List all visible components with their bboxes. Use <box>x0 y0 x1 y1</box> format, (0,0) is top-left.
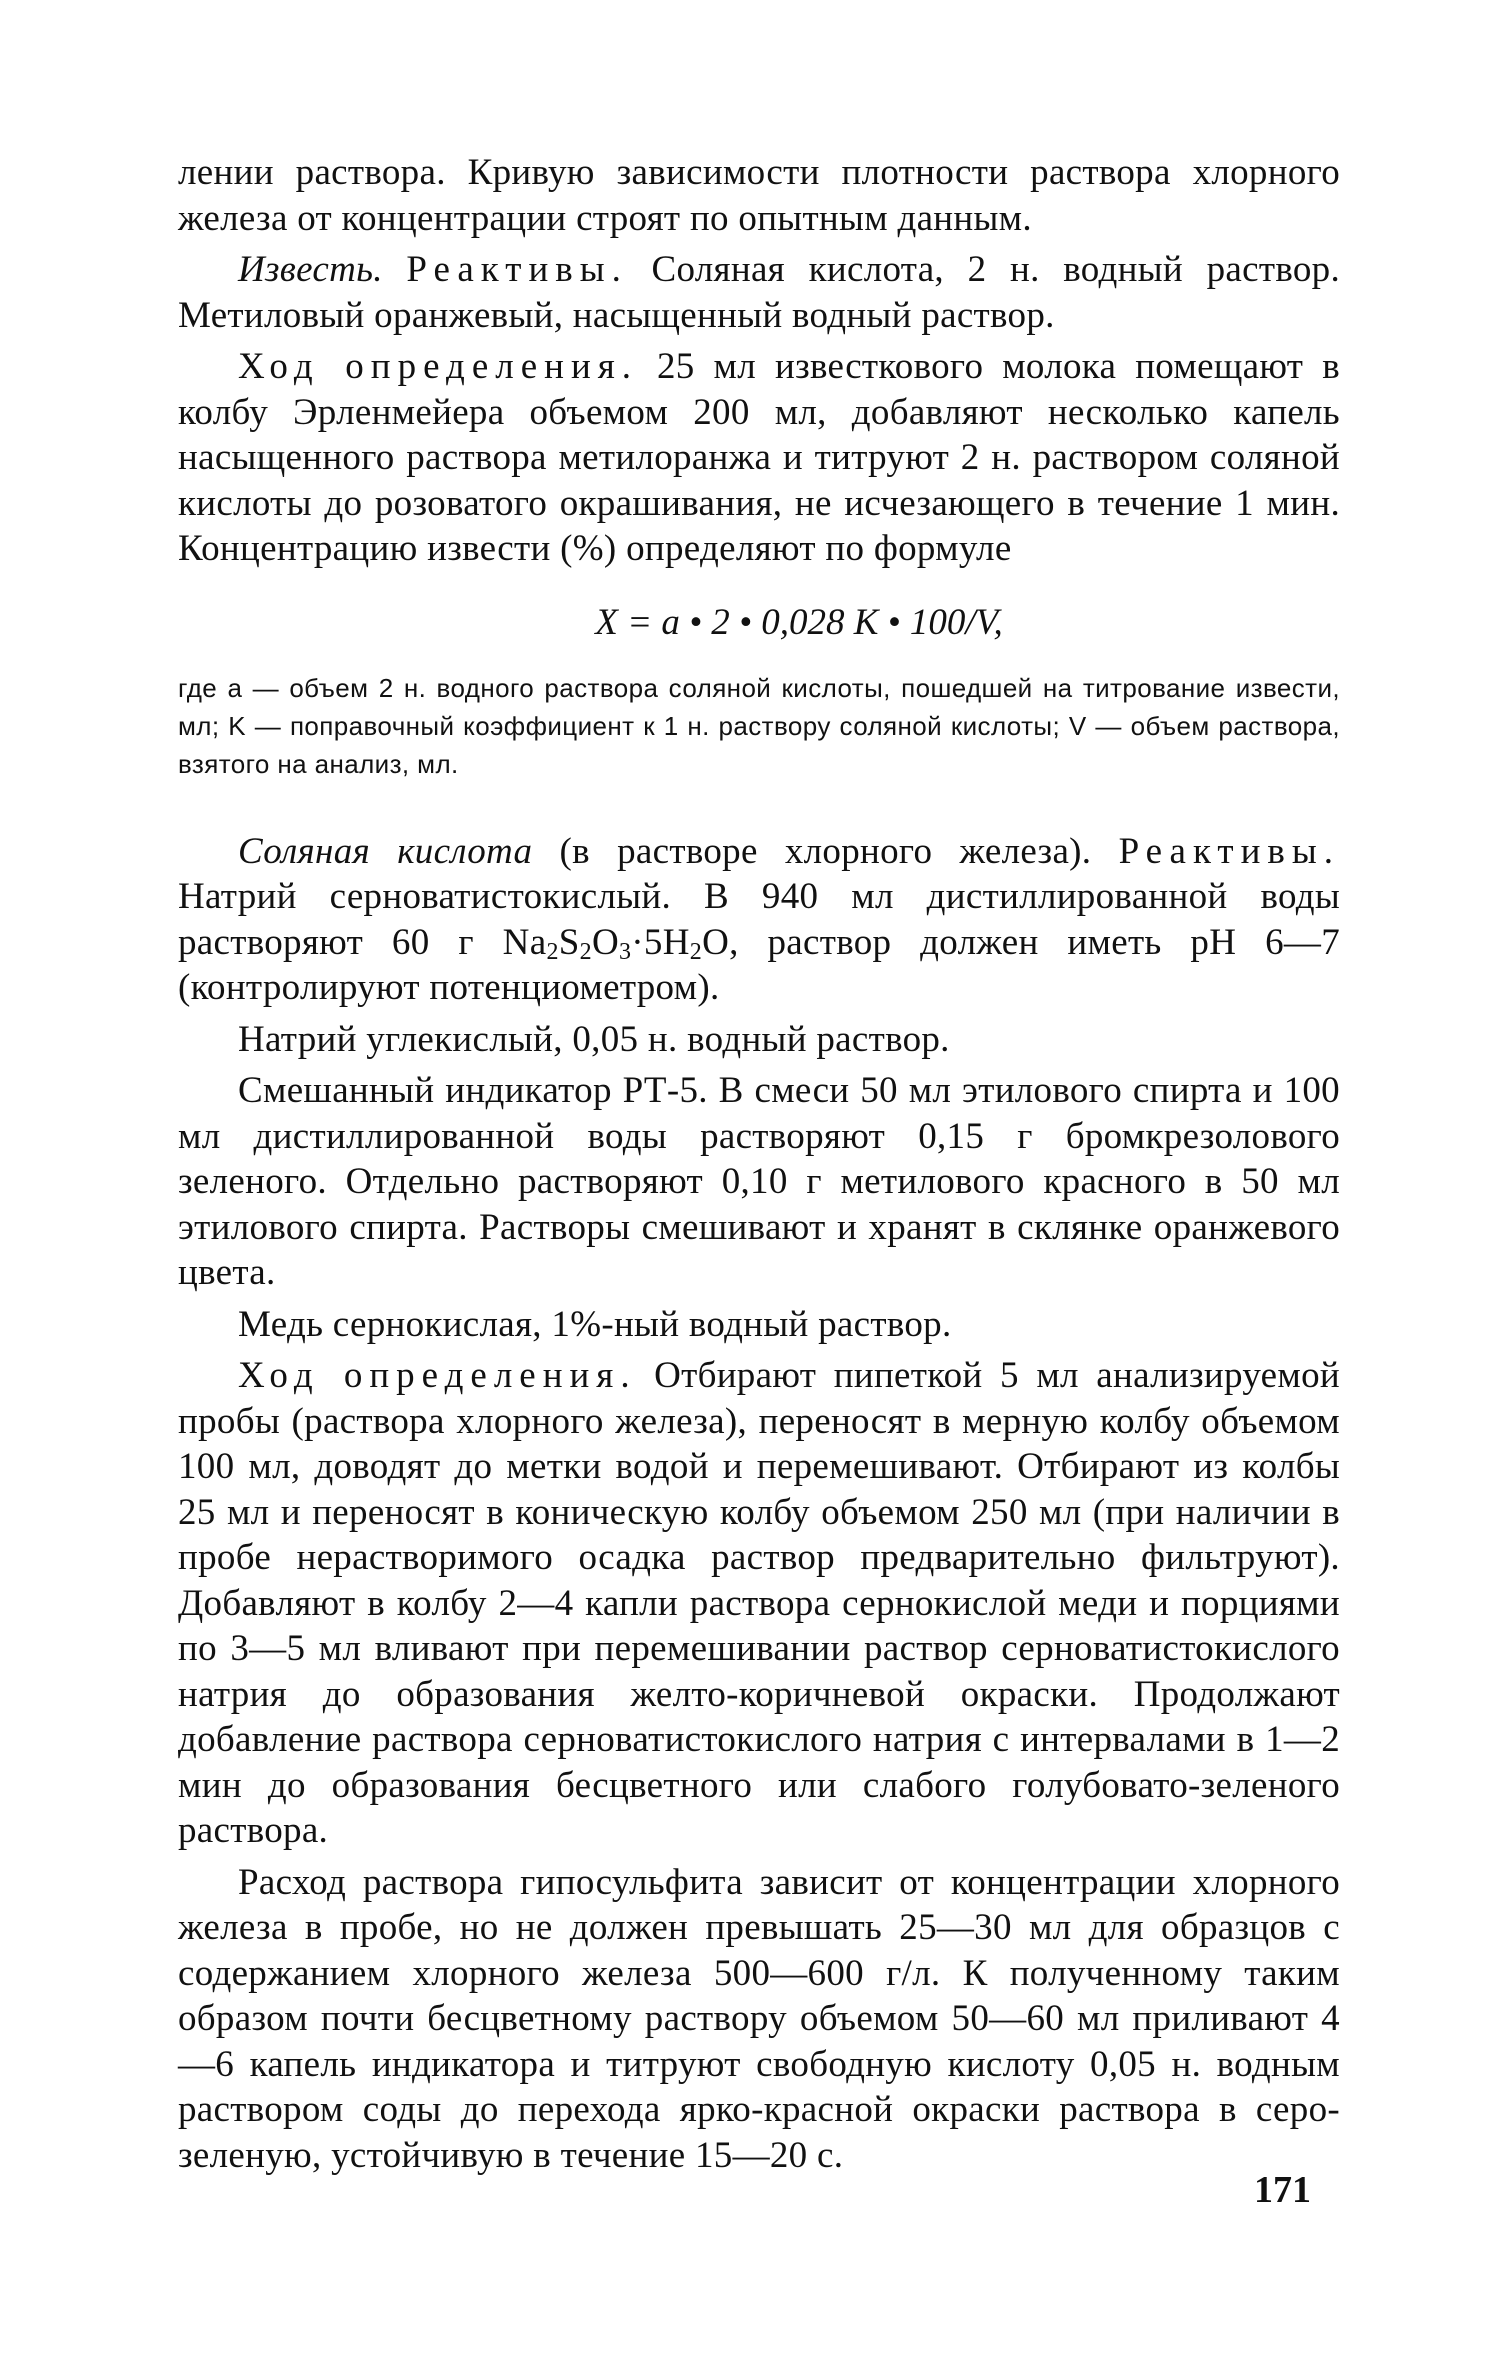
paragraph-copper-sulfate: Медь сернокислая, 1%-ный водный раствор. <box>238 1303 952 1345</box>
hcl-procedure-text: Отбирают пипеткой 5 мл анализируемой пробы (раствора хлорного железа), переносят в мерную колбу объемом 100 мл, доводят до метки водой и перемешивают. Отбирают из колбы 25 мл и переносят в коническую колбу объемом 250 мл (при наличии в пробе нерастворимого осадка раствор предварительно фильтруют). Добавляют в колбу 2—4 капли раствора сернокислой меди и порциями по 3—5 мл вливают при перемешивании раствор серноватистокислого натрия до образования желто-коричневой окраски. Продолжают добавление раствора серноватистокислого натрия с интервалами в 1—2 мин до образования бесцветного или слабого голубовато-зеленого раствора. <box>178 1355 1340 1851</box>
paragraph-lime-reagents <box>178 247 1340 338</box>
hcl-subtitle: (в растворе хлорного железа). <box>559 830 1092 872</box>
paragraph-indicator: Смешанный индикатор РТ-5. В смеси 50 мл этилового спирта и 100 мл дистиллированной воды растворяют 0,15 г бромкрезолового зеленого. Отдельно растворяют 0,10 г метилового красного в 50 мл этилового спирта. Растворы смешивают и хранят в склянке оранжевого цвета. <box>178 1070 1340 1293</box>
reagents-label: Реактивы. <box>406 249 628 290</box>
paragraph-hcl-reagents: Соляная кислота (в растворе хлорного железа). Реактивы. Натрий серноватистокислый. В 940 мл дистиллированной воды растворяют 60 г $Na_2S_2O_3\cdot 5H_2O$, раствор должен иметь pH 6—7 (контролируют потенциометром). <box>178 830 1340 1008</box>
page-number: 171 <box>1254 2169 1311 2211</box>
formula-legend: где a — объем 2 н. водного раствора соляной кислоты, пошедшей на титрование извести, мл; K — поправочный коэффициент к 1 н. раствору соляной кислоты; V — объем раствора, взятого на анализ, мл. <box>178 672 1340 779</box>
page-body <box>178 150 1340 2178</box>
paragraph-lime-procedure <box>178 344 1340 572</box>
formula <box>178 600 1340 645</box>
hcl-reagents-text: Натрий серноватистокислый. В 940 мл дистиллированной воды растворяют 60 г Na <box>178 876 1340 963</box>
lime-heading: Известь. <box>238 249 383 290</box>
paragraph-hyposulfite: Расход раствора гипосульфита зависит от концентрации хлорного железа в пробе, но не должен превышать 25—30 мл для образцов с содержанием хлорного железа 500—600 г/л. К полученному таким образом почти бесцветному раствору объемом 50—60 мл приливают 4—6 капель индикатора и титруют свободную кислоту 0,05 н. водным раствором соды до перехода ярко-красной окраски раствора в серо-зеленую, устойчивую в течение 15—20 с. <box>178 1861 1340 2176</box>
paragraph-continuation: лении раствора. Кривую зависимости плотности раствора хлорного железа от концентрации строят по опытным данным. <box>178 152 1340 239</box>
paragraph-hcl-procedure <box>178 1353 1340 1854</box>
procedure-label-2: Ход определения. <box>238 1355 637 1396</box>
hcl-heading: Соляная кислота <box>238 830 533 872</box>
formula-text: X = a • 2 • 0,028 K • 100/V, <box>595 601 1003 643</box>
lime-reagents-text: Соляная кислота, 2 н. водный раствор. Метиловый оранжевый, насыщенный водный раствор. <box>178 249 1340 336</box>
procedure-label: Ход определения. <box>238 346 639 387</box>
lime-procedure-text: 25 мл известкового молока помещают в колбу Эрленмейера объемом 200 мл, добавляют несколько капель насыщенного раствора метилоранжа и титруют 2 н. раствором соляной кислоты до розоватого окрашивания, не исчезающего в течение 1 мин. Концентрацию извести (%) определяют по формуле <box>178 346 1340 569</box>
paragraph-sodium-carbonate: Натрий углекислый, 0,05 н. водный раствор. <box>238 1018 950 1060</box>
reagents-label-2: Реактивы. <box>1118 830 1340 872</box>
hcl-reagents-text-2: раствор должен иметь pH 6—7 (контролируют потенциометром). <box>178 921 1340 1008</box>
